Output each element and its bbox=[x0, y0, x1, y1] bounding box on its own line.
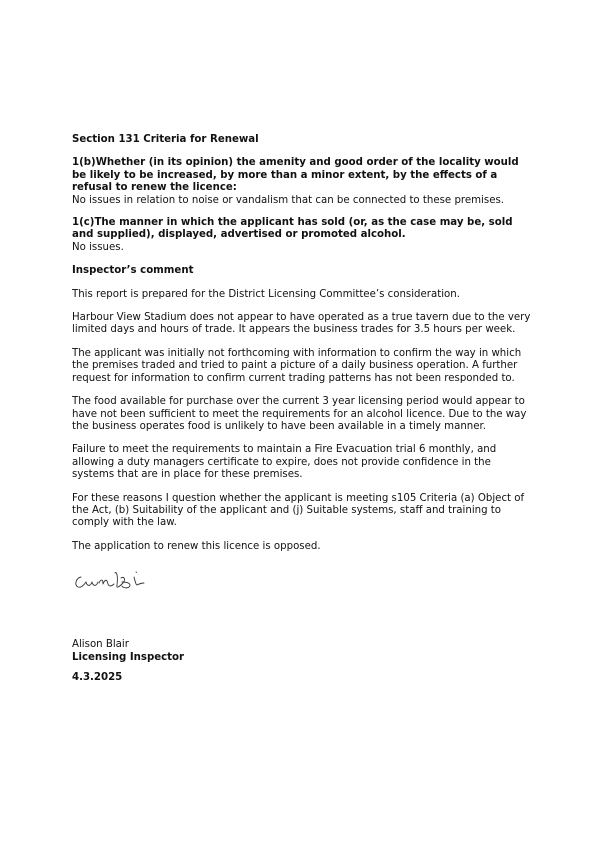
signature-block bbox=[72, 639, 184, 664]
criterion-c-body: No issues. bbox=[72, 241, 124, 253]
report-date: 4.3.2025 bbox=[72, 672, 123, 683]
section-title: Section 131 Criteria for Renewal bbox=[72, 134, 259, 145]
handwritten-signature bbox=[72, 565, 168, 595]
signatory-title: Licensing Inspector bbox=[72, 651, 185, 663]
comment-paragraph: Harbour View Stadium does not appear to have operated as a true tavern due to the very limited days and hours of trade. It appears the business trades for 3.5 hours per week. bbox=[72, 312, 531, 336]
comment-paragraph: The applicant was initially not forthcoming with information to confirm the way in which the premises traded and tried to paint a picture of a daily business operation. A further request for information to confirm current trading patterns has not been responded to. bbox=[72, 347, 522, 384]
report-body bbox=[72, 134, 532, 553]
comment-paragraph: This report is prepared for the District Licensing Committee’s consideration. bbox=[72, 288, 460, 300]
criterion-b-body: No issues in relation to noise or vandalism that can be connected to these premises. bbox=[72, 194, 505, 206]
comment-paragraph: The food available for purchase over the current 3 year licensing period would appear to have not been sufficient to meet the requirements for an alcohol licence. Due to the way the business operates food is unlikely to have been available in a timely manner. bbox=[72, 396, 527, 432]
comment-paragraph: The application to renew this licence is opposed. bbox=[72, 540, 321, 552]
criterion-c-heading: 1(c)The manner in which the applicant has sold (or, as the case may be, sold and supplied), displayed, advertised or promoted alcohol. bbox=[72, 217, 513, 241]
comment-paragraph: Failure to meet the requirements to maintain a Fire Evacuation trial 6 monthly, and allowing a duty managers certificate to expire, does not provide confidence in the systems that are in place for these premises. bbox=[72, 444, 497, 481]
criterion-b-heading: 1(b)Whether (in its opinion) the amenity and good order of the locality would be likely to be increased, by more than a minor extent, by the effects of a refusal to renew the licence: bbox=[72, 157, 519, 194]
signatory-name: Alison Blair bbox=[72, 639, 129, 650]
inspector-comment-heading: Inspector’s comment bbox=[72, 265, 194, 277]
comment-paragraph: For these reasons I question whether the applicant is meeting s105 Criteria (a) Object of the Act, (b) Suitability of the applicant and (j) Suitable systems, staff and training to comply with the law. bbox=[72, 492, 525, 529]
